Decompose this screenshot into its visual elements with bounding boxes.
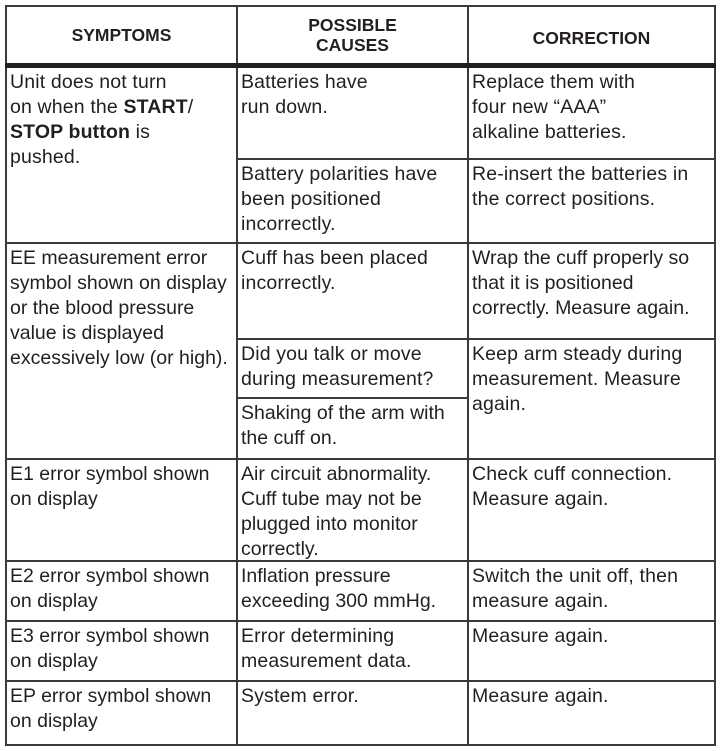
symptom-text: is <box>130 121 151 143</box>
header-causes-line2: CAUSES <box>316 35 389 55</box>
cause-cell: Air circuit abnormality. Cuff tube may not be plugged into monitor correctly. <box>241 463 432 560</box>
table-border-bottom <box>5 744 716 746</box>
start-label: START <box>123 96 188 118</box>
correction-cell: Measure again. <box>472 685 609 707</box>
table-border-right <box>714 5 716 746</box>
correction-cell: Switch the unit off, then measure again. <box>472 565 679 612</box>
symptom-cell: E3 error symbol shown on display <box>10 625 210 672</box>
symptom-line: Unit does not turn <box>10 71 167 93</box>
cause-cell: Inflation pressure exceeding 300 mmHg. <box>241 565 437 612</box>
symptom-cell: EE measurement error symbol shown on display or the blood pressure value is displayed excessively low (or high). <box>10 247 228 369</box>
symptom-cell <box>7 68 236 170</box>
cause-cell: Batteries have run down. <box>241 71 368 118</box>
header-causes-line1: POSSIBLE <box>308 15 397 35</box>
correction-cell: Wrap the cuff properly so that it is positioned correctly. Measure again. <box>472 247 690 319</box>
troubleshooting-table <box>5 5 716 746</box>
correction-cell: Keep arm steady during measurement. Measure again. <box>472 343 683 415</box>
symptom-cell: E2 error symbol shown on display <box>10 565 210 612</box>
symptom-line: pushed. <box>10 146 81 168</box>
cause-cell: Cuff has been placed incorrectly. <box>241 247 428 294</box>
symptom-cell: E1 error symbol shown on display <box>10 463 210 510</box>
stop-button-label: STOP button <box>10 121 131 143</box>
symptom-text: / <box>187 96 194 118</box>
cause-cell: Did you talk or move during measurement? <box>241 343 434 390</box>
header-possible-causes <box>238 7 467 63</box>
symptom-line <box>10 120 233 145</box>
correction-cell: Replace them with four new “AAA” alkaline batteries. <box>472 71 635 143</box>
cause-cell: System error. <box>241 685 359 707</box>
header-correction: CORRECTION <box>532 28 651 48</box>
symptom-text: on when the <box>10 96 124 118</box>
header-symptoms: SYMPTOMS <box>71 25 172 45</box>
correction-cell: Check cuff connection. Measure again. <box>472 463 673 510</box>
cause-cell: Battery polarities have been positioned incorrectly. <box>241 163 438 235</box>
symptom-line <box>10 95 233 120</box>
correction-cell: Measure again. <box>472 625 609 647</box>
symptom-cell: EP error symbol shown on display <box>10 685 212 732</box>
correction-cell: Re-insert the batteries in the correct positions. <box>472 163 689 210</box>
cause-cell: Error determining measurement data. <box>241 625 412 672</box>
cause-cell: Shaking of the arm with the cuff on. <box>241 402 445 449</box>
